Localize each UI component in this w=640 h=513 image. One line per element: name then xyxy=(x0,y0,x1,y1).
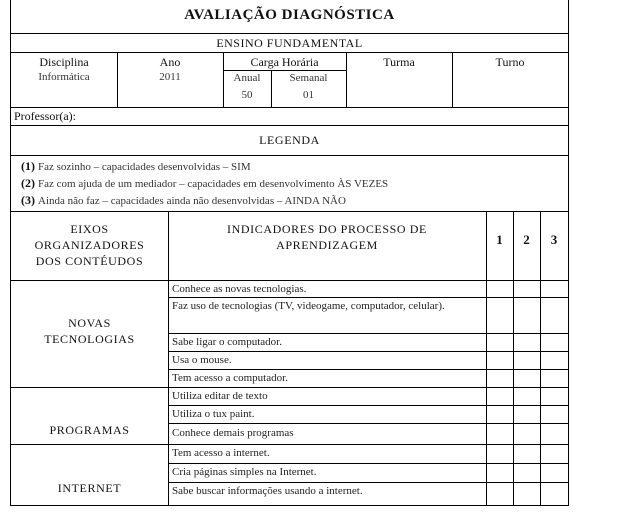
turno-label: Turno xyxy=(495,55,525,69)
semanal-label: Semanal xyxy=(289,72,328,84)
col-header-eixos: EIXOS ORGANIZADORES DOS CONTÉUDOS xyxy=(34,222,145,268)
carga-horaria-label: Carga Horária xyxy=(250,55,319,69)
indicator-row: Utiliza o tux paint. xyxy=(172,408,255,420)
section-subtitle: ENSINO FUNDAMENTAL xyxy=(216,36,363,50)
col-header-3: 3 xyxy=(550,232,558,247)
legend-item: (1) Faz sozinho – capacidades desenvolvidas – SIM xyxy=(21,159,251,173)
legend-item: (2) Faz com ajuda de um mediador – capacidades em desenvolvimento ÀS VEZES xyxy=(21,176,389,190)
group-novas-tecnologias: NOVAS TECNOLOGIAS xyxy=(44,316,135,346)
indicator-row: Sabe buscar informações usando a internet. xyxy=(172,485,363,497)
divider xyxy=(11,52,568,53)
indicator-row: Conhece as novas tecnologias. xyxy=(172,283,307,295)
anual-value: 50 xyxy=(241,89,253,101)
indicator-row: Conhece demais programas xyxy=(172,427,294,439)
disciplina-label: Disciplina xyxy=(39,55,89,69)
indicator-row: Sabe ligar o computador. xyxy=(172,336,282,348)
indicator-row: Faz uso de tecnologias (TV, videogame, computador, celular). xyxy=(172,300,445,312)
indicator-row: Tem acesso a internet. xyxy=(172,447,270,459)
legend-title: LEGENDA xyxy=(259,133,320,147)
semanal-value: 01 xyxy=(303,89,314,101)
indicator-row: Utiliza editar de texto xyxy=(172,390,268,402)
col-header-indicadores: INDICADORES DO PROCESSO DE APRENDIZAGEM xyxy=(227,222,427,252)
group-programas: PROGRAMAS xyxy=(49,423,130,437)
turma-label: Turma xyxy=(383,55,415,69)
indicator-row: Tem acesso a computador. xyxy=(172,372,288,384)
ano-label: Ano xyxy=(159,55,181,69)
group-internet: INTERNET xyxy=(57,481,122,495)
professor-label: Professor(a): xyxy=(14,109,76,123)
indicator-row: Cria páginas simples na Internet. xyxy=(172,466,317,478)
col-header-1: 1 xyxy=(496,232,503,247)
page-title: AVALIAÇÃO DIAGNÓSTICA xyxy=(184,7,395,23)
divider xyxy=(11,33,568,34)
evaluation-sheet xyxy=(10,0,569,506)
ano-value: 2011 xyxy=(159,71,181,83)
legend-item: (3) Ainda não faz – capacidades ainda não desenvolvidas – AINDA NÃO xyxy=(21,193,346,207)
anual-label: Anual xyxy=(233,72,261,84)
indicator-row: Usa o mouse. xyxy=(172,354,232,366)
col-header-2: 2 xyxy=(523,232,530,247)
disciplina-value: Informática xyxy=(38,71,90,83)
